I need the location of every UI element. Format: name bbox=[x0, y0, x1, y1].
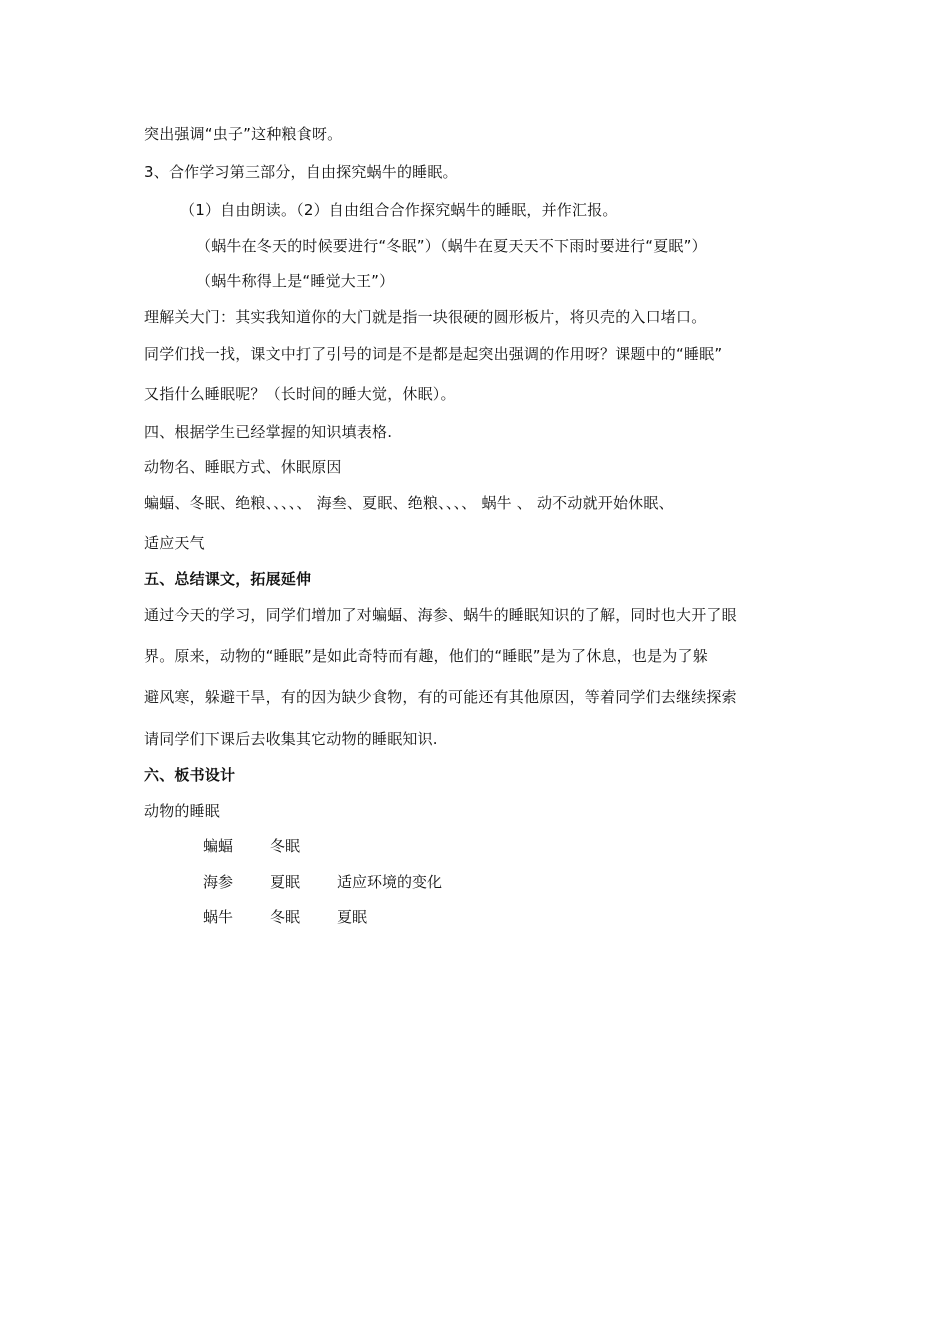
board-cell: 海参 bbox=[203, 873, 234, 891]
board-cell: 适应环境的变化 bbox=[337, 873, 443, 891]
text-line: （蜗牛在冬天的时候要进行“冬眠”）（蜗牛在夏天天不下雨时要进行“夏眠”） bbox=[196, 237, 707, 255]
text-line: 请同学们下课后去收集其它动物的睡眠知识. bbox=[144, 730, 438, 748]
text-line: 蝙蝠、冬眠、绝粮、、、、、 海叁、夏眠、绝粮、、、、 蜗牛 、 动不动就开始休眠、 bbox=[144, 494, 674, 512]
text-line: （1）自由朗读。（2）自由组合合作探究蜗牛的睡眠，并作汇报。 bbox=[180, 201, 618, 219]
text-line: 界。原来，动物的“睡眠”是如此奇特而有趣，他们的“睡眠”是为了休息，也是为了躲 bbox=[144, 647, 708, 665]
text-line: 又指什么睡眠呢？（长时间的睡大觉，休眠）。 bbox=[144, 385, 456, 403]
text-line: 3、合作学习第三部分，自由探究蜗牛的睡眠。 bbox=[144, 163, 458, 181]
board-title: 动物的睡眠 bbox=[144, 802, 221, 820]
section-heading: 五、总结课文，拓展延伸 bbox=[144, 570, 312, 588]
section-heading: 四、根据学生已经掌握的知识填表格. bbox=[144, 423, 393, 441]
board-cell: 夏眠 bbox=[270, 873, 301, 891]
board-cell: 蜗牛 bbox=[203, 908, 234, 926]
board-cell: 蝙蝠 bbox=[203, 837, 234, 855]
text-line: 理解关大门：其实我知道你的大门就是指一块很硬的圆形板片，将贝壳的入口堵口。 bbox=[144, 308, 707, 326]
text-line: （蜗牛称得上是“睡觉大王”） bbox=[196, 272, 395, 290]
text-line: 同学们找一找，课文中打了引号的词是不是都是起突出强调的作用呀？课题中的“睡眠” bbox=[144, 345, 723, 363]
text-line: 动物名、睡眠方式、休眠原因 bbox=[144, 458, 342, 476]
text-line: 避风寒，躲避干旱，有的因为缺少食物，有的可能还有其他原因，等着同学们去继续探索 bbox=[144, 688, 737, 706]
board-cell: 冬眠 bbox=[270, 908, 301, 926]
board-cell: 夏眠 bbox=[337, 908, 368, 926]
text-line: 适应天气 bbox=[144, 534, 205, 552]
section-heading: 六、板书设计 bbox=[144, 766, 236, 784]
text-line: 通过今天的学习，同学们增加了对蝙蝠、海参、蜗牛的睡眠知识的了解，同时也大开了眼 bbox=[144, 606, 737, 624]
text-line: 突出强调“虫子”这种粮食呀。 bbox=[144, 125, 343, 143]
board-cell: 冬眠 bbox=[270, 837, 301, 855]
